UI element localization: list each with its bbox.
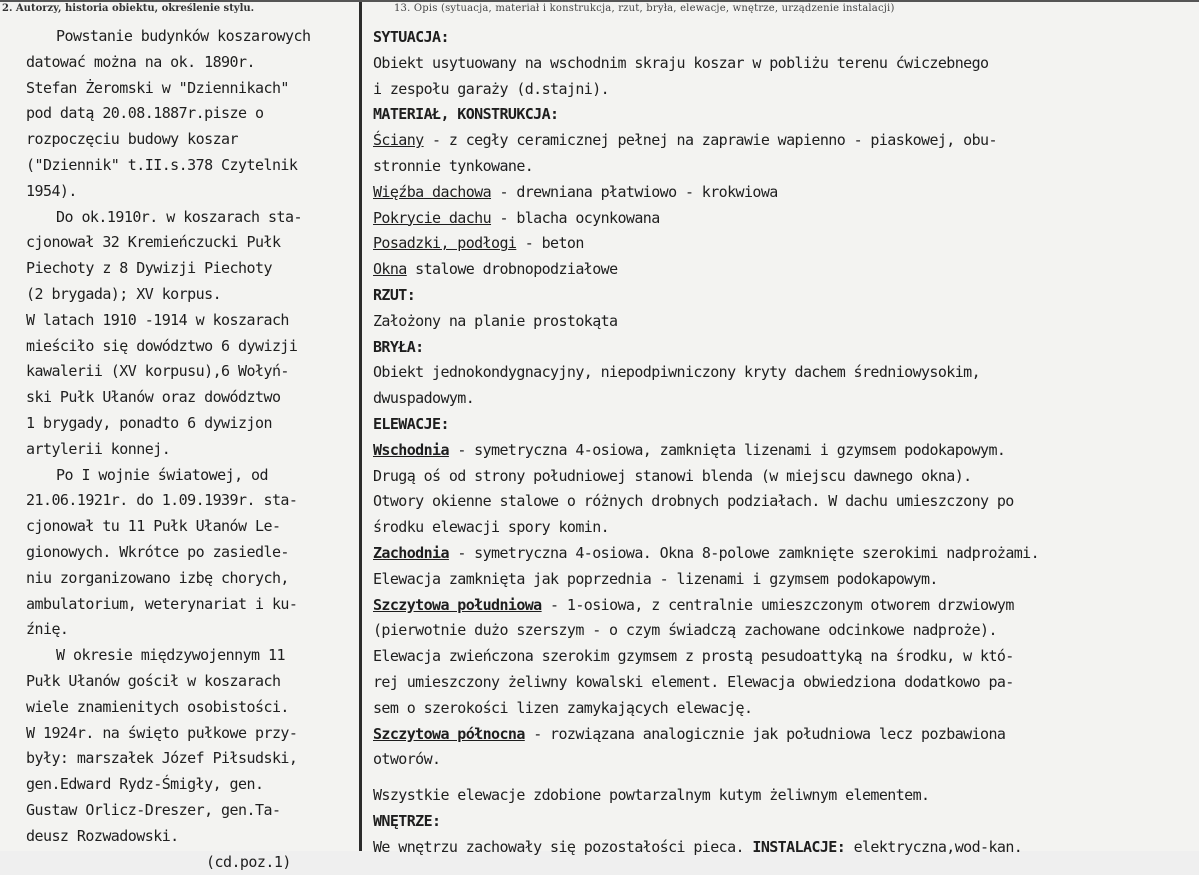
element-label: Pokrycie dachu [373, 208, 492, 227]
description-text: Elewacja zwieńczona szerokim gzymsem z prostą pesudoattyką na środku, w któ- [373, 647, 1014, 666]
history-text-line: 1 brygady, ponadto 6 dywizjon [26, 413, 272, 432]
description-text: dwuspadowym. [373, 389, 475, 408]
history-text-line: W 1924r. na święto pułkowe przy- [26, 723, 298, 742]
description-text-line [373, 51, 1188, 77]
description-text-line [373, 783, 1188, 809]
description-text-line [373, 102, 1188, 128]
history-text-line: cjonował 32 Kremieńczucki Pułk [26, 233, 281, 252]
description-text: stronnie tynkowane. [373, 156, 534, 175]
description-text-line [373, 25, 1188, 51]
paragraph-gap [373, 773, 1188, 783]
history-text-line: 1954). [26, 181, 77, 200]
description-text: - z cegły ceramicznej pełnej na zaprawie wapienno - piaskowej, obu- [423, 131, 997, 150]
element-label: Posadzki, podłogi [373, 234, 517, 253]
section-label: Szczytowa południowa [373, 595, 542, 614]
description-text: i zespołu garaży (d.stajni). [373, 79, 610, 98]
section-label: INSTALACJE: [752, 837, 846, 856]
section-label: SYTUACJA: [373, 28, 449, 46]
history-text-line: mieściło się dowództwo 6 dywizji [26, 336, 298, 355]
description-text-line [373, 309, 1188, 335]
history-text-line: artylerii konnej. [26, 439, 171, 458]
description-text: środku elewacji spory komin. [373, 518, 610, 537]
description-text-line [373, 412, 1188, 438]
history-text-line: 21.06.1921r. do 1.09.1939r. sta- [26, 491, 298, 510]
description-text-line [373, 386, 1188, 412]
section-label: Wschodnia [373, 440, 449, 459]
description-text-line [373, 77, 1188, 103]
description-text: Otwory okienne stalowe o różnych drobnych podziałach. W dachu umieszczony po [373, 492, 1014, 511]
description-text: Drugą oś od strony południowej stanowi blenda (w miejscu dawnego okna). [373, 466, 972, 485]
history-text-line: ("Dziennik" t.II.s.378 Czytelnik [26, 155, 298, 174]
element-label: Ściany [373, 131, 424, 150]
section-label: WNĘTRZE: [373, 811, 441, 830]
section-label: RZUT: [373, 285, 416, 304]
description-text: stalowe drobnopodziałowe [406, 260, 618, 279]
history-column [26, 24, 356, 871]
history-text-line: deusz Rozwadowski. [26, 826, 179, 845]
description-text: sem o szerokości lizen zamykających elewację. [373, 698, 753, 717]
section-label: MATERIAŁ, KONSTRUKCJA: [373, 105, 559, 124]
description-text-line [373, 670, 1188, 696]
description-text-line [373, 835, 1188, 861]
description-text: We wnętrzu zachowały się pozostałości pieca. [373, 837, 753, 856]
description-text-line [373, 283, 1188, 309]
description-text: rej umieszczony żeliwny kowalski element. Elewacja obwiedziona dodatkowo pa- [373, 672, 1014, 691]
history-text-line: Po I wojnie światowej, od [56, 465, 269, 484]
history-text-line: Stefan Żeromski w "Dziennikach" [26, 78, 289, 97]
history-text-line: Gustaw Orlicz-Dreszer, gen.Ta- [26, 800, 281, 819]
description-text-line [373, 722, 1188, 748]
description-text-line [373, 335, 1188, 361]
history-text-line: (cd.poz.1) [206, 852, 291, 871]
top-border [0, 0, 1199, 2]
description-text-line [373, 180, 1188, 206]
description-text: - symetryczna 4-osiowa. Okna 8-polowe zamknięte szerokimi nadprożami. [448, 543, 1040, 562]
history-text-line: ski Pułk Ułanów oraz dowództwo [26, 388, 281, 407]
description-text-line [373, 360, 1188, 386]
description-text-line [373, 464, 1188, 490]
section-label: ELEWACJE: [373, 414, 449, 433]
history-text-line: Piechoty z 8 Dywizji Piechoty [26, 259, 272, 278]
description-text: - drewniana płatwiowo - krokwiowa [491, 182, 778, 201]
description-text: elektryczna,wod-kan. [845, 837, 1023, 856]
description-text: (pierwotnie dużo szerszym - o czym świadczą zachowane odcinkowe nadproże). [373, 621, 997, 640]
history-text-line: pod datą 20.08.1887r.pisze o [26, 104, 264, 123]
history-text-line: kawalerii (XV korpusu),6 Wołyń- [26, 362, 289, 381]
description-text-line [373, 515, 1188, 541]
section-label: Zachodnia [373, 543, 449, 562]
history-text-line: W okresie międzywojennym 11 [56, 646, 285, 665]
column-divider [359, 2, 362, 851]
history-text-line: wiele znamienitych osobistości. [26, 697, 289, 716]
description-text: Obiekt jednokondygnacyjny, niepodpiwniczony kryty dachem średniowysokim, [373, 363, 981, 382]
history-text-line: cjonował tu 11 Pułk Ułanów Le- [26, 517, 281, 536]
description-text-line [373, 644, 1188, 670]
description-text-line [373, 231, 1188, 257]
section-header-authors: 2. Autorzy, historia obiektu, określenie stylu. [2, 3, 255, 14]
description-text-line [373, 696, 1188, 722]
description-text: - beton [516, 234, 584, 253]
history-text-line: źnię. [26, 620, 69, 639]
section-label: BRYŁA: [373, 337, 424, 356]
description-text: Założony na planie prostokąta [373, 311, 618, 330]
history-text-line: gen.Edward Rydz-Śmigły, gen. [26, 775, 264, 794]
description-text-line [373, 206, 1188, 232]
description-text-line [373, 154, 1188, 180]
description-text-line [373, 567, 1188, 593]
description-text: Elewacja zamknięta jak poprzednia - lizenami i gzymsem podokapowym. [373, 569, 938, 588]
description-text-line [373, 747, 1188, 773]
history-text-line: datować można na ok. 1890r. [26, 52, 255, 71]
description-text-line [373, 257, 1188, 283]
history-text-line: Do ok.1910r. w koszarach sta- [56, 207, 302, 226]
description-text: - 1-osiowa, z centralnie umieszczonym otworem drzwiowym [541, 595, 1014, 614]
element-label: Okna [373, 260, 407, 279]
description-text-line [373, 489, 1188, 515]
description-text: Wszystkie elewacje zdobione powtarzalnym kutym żeliwnym elementem. [373, 786, 930, 805]
description-text-line [373, 438, 1188, 464]
description-column [373, 25, 1188, 861]
element-label: Więźba dachowa [373, 182, 492, 201]
description-text: - symetryczna 4-osiowa, zamknięta lizenami i gzymsem podokapowym. [448, 440, 1006, 459]
description-text-line [373, 809, 1188, 835]
history-text-line: były: marszałek Józef Piłsudski, [26, 749, 298, 768]
description-text: Obiekt usytuowany na wschodnim skraju koszar w pobliżu terenu ćwiczebnego [373, 53, 989, 72]
section-header-description: 13. Opis (sytuacja, materiał i konstrukcja, rzut, bryła, elewacje, wnętrze, urządzenie instalacji) [394, 3, 895, 14]
section-label: Szczytowa północna [373, 724, 525, 743]
history-text-line: (2 brygada); XV korpus. [26, 284, 222, 303]
description-text-line [373, 618, 1188, 644]
history-text-line: niu zorganizowano izbę chorych, [26, 568, 289, 587]
history-text-line: Powstanie budynków koszarowych [56, 27, 311, 45]
history-text-line: Pułk Ułanów gościł w koszarach [26, 671, 281, 690]
history-text-line: ambulatorium, weterynariat i ku- [26, 594, 298, 613]
history-text-line: W latach 1910 -1914 w koszarach [26, 310, 289, 329]
history-text-line: gionowych. Wkrótce po zasiedle- [26, 542, 289, 561]
history-text-line: rozpoczęciu budowy koszar [26, 130, 239, 149]
description-text: - blacha ocynkowana [491, 208, 660, 227]
description-text: otworów. [373, 750, 441, 769]
description-text-line [373, 593, 1188, 619]
description-text-line [373, 128, 1188, 154]
description-text: - rozwiązana analogicznie jak południowa lecz pozbawiona [524, 724, 1006, 743]
description-text-line [373, 541, 1188, 567]
